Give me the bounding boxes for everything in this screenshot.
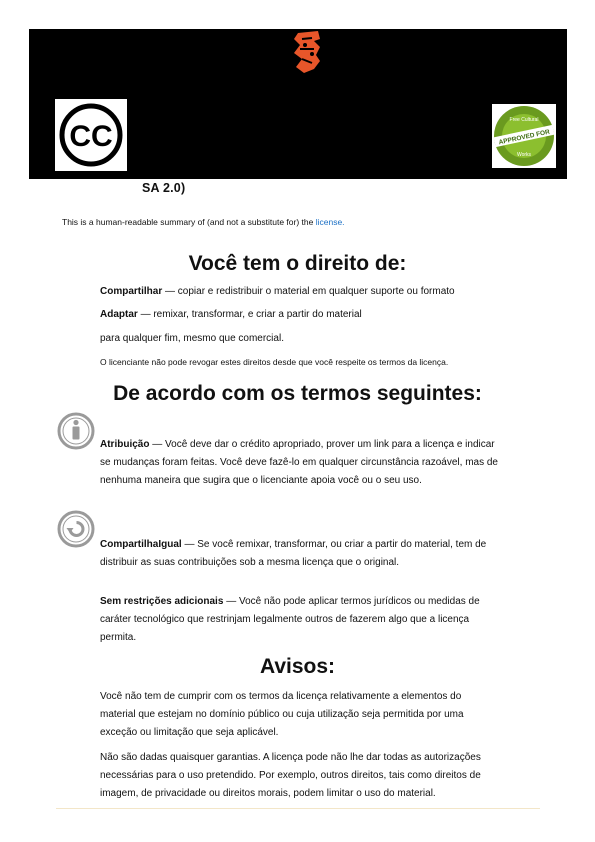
license-title-fragment: SA 2.0): [142, 181, 186, 195]
notice-1-line-3: exceção ou limitação que seja aplicável.: [100, 727, 279, 738]
summary-text: This is a human-readable summary of (and not a substitute for) the: [62, 217, 314, 227]
no-restrictions-line-3: permita.: [100, 632, 137, 643]
notice-2-line-3: imagem, de privacidade ou direitos morais, podem limitar o uso do material.: [100, 788, 436, 799]
notice-1-line-2: material que estejam no domínio público ou cuja utilização seja permitida por uma: [100, 709, 464, 720]
attribution-line-3: nenhuma maneira que sugira que o licenciante apoia você ou o seu uso.: [100, 475, 422, 486]
sharealike-label: CompartilhaIgual: [100, 539, 182, 550]
sharealike-line-1: — Se você remixar, transformar, ou criar a partir do material, tem de: [184, 539, 487, 550]
approved-main-text: APPROVED FOR: [498, 128, 551, 147]
sharealike-line-2: distribuir as suas contribuições sob a mesma licença que o original.: [100, 557, 400, 568]
notice-public-domain: [100, 688, 545, 742]
terms-heading: De acordo com os termos seguintes:: [113, 382, 482, 405]
adapt-item: [100, 306, 362, 324]
notice-2-line-2: necessárias para o uso pretendido. Por exemplo, outros direitos, tais como direitos de: [100, 770, 481, 781]
no-restrictions-term: [100, 593, 545, 647]
notice-no-warranties: [100, 749, 545, 803]
notice-1-line-1: Você não tem de cumprir com os termos da licença relativamente a elementos do: [100, 691, 462, 702]
sharealike-icon: [56, 509, 96, 549]
sharealike-term: [100, 536, 545, 572]
summary-note: [62, 217, 345, 227]
attribution-line-1: — Você deve dar o crédito apropriado, prover um link para a licença e indicar: [152, 439, 495, 450]
attribution-line-2: se mudanças foram feitas. Você deve fazê-lo em qualquer circunstância razoável, mas de: [100, 457, 498, 468]
adapt-label: Adaptar: [100, 309, 138, 320]
approved-bottom-text: Works: [516, 152, 532, 158]
attribution-label: Atribuição: [100, 439, 150, 450]
share-label: Compartilhar: [100, 286, 163, 297]
approved-top-text: Free Cultural: [509, 117, 539, 123]
share-text: — copiar e redistribuir o material em qualquer suporte ou formato: [165, 286, 455, 297]
rights-heading: Você tem o direito de:: [188, 252, 407, 275]
share-item: [100, 283, 455, 301]
attribution-term: [100, 436, 545, 490]
mascot-logo: [290, 29, 326, 75]
cc-license-icon: [55, 99, 127, 171]
no-restrictions-line-1: — Você não pode aplicar termos jurídicos ou medidas de: [226, 596, 480, 607]
footer-divider: [56, 808, 540, 809]
irrevocable-text: O licenciante não pode revogar estes direitos desde que você respeite os termos da licença.: [100, 357, 449, 367]
notice-2-line-1: Não são dadas quaisquer garantias. A licença pode não lhe dar todas as autorizações: [100, 752, 481, 763]
cc-mark-text: CC: [69, 120, 113, 153]
notices-heading: Avisos:: [259, 655, 336, 678]
license-link[interactable]: license.: [315, 217, 345, 227]
adapt-text: — remixar, transformar, e criar a partir do material: [140, 309, 362, 320]
attribution-icon: [56, 411, 96, 451]
any-purpose-text: para qualquer fim, mesmo que comercial.: [100, 333, 284, 344]
approved-free-cultural-works-badge: [492, 104, 556, 168]
no-restrictions-line-2: caráter tecnológico que restrinjam legalmente outros de fazerem algo que a licença: [100, 614, 470, 625]
no-restrictions-label: Sem restrições adicionais: [100, 596, 224, 607]
